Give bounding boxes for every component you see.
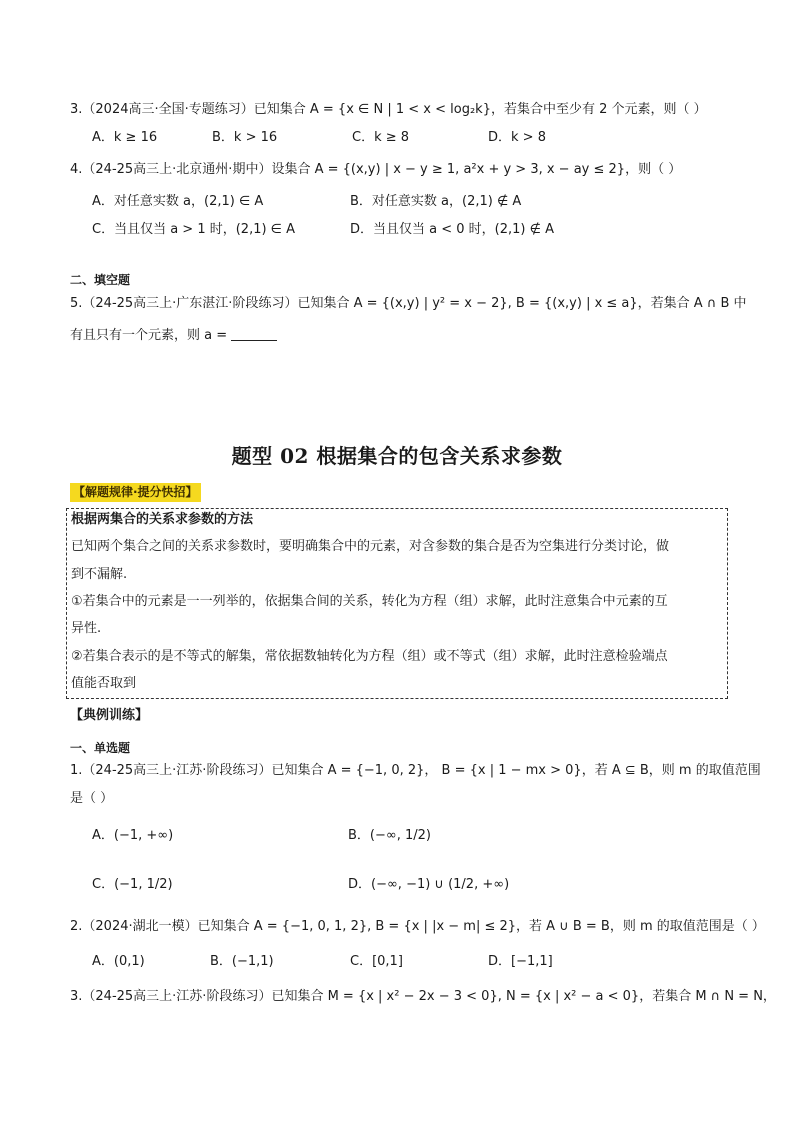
q5-line2-text: 有且只有一个元素，则 a = — [70, 328, 228, 343]
section-single-heading: 一、单选题 — [70, 741, 131, 755]
q4-top-stem: 4.（24-25高三上·北京通州·期中）设集合 A = {(x,y) | x − y ≥ 1, a²x + y > 3, x − ay ≤ 2}，则（ ） — [70, 162, 682, 177]
q4-top-option-b: B．对任意实数 a，(2,1) ∉ A — [350, 194, 522, 209]
q3-top-stem: 3.（2024高三·全国·专题练习）已知集合 A = {x ∈ N | 1 < x < log₂k}，若集合中至少有 2 个元素，则（ ） — [70, 102, 707, 117]
q3-stem: 3.（24-25高三上·江苏·阶段练习）已知集合 M = {x | x² − 2x − 3 < 0}, N = {x | x² − a < 0}，若集合 M ∩ N = N， — [70, 989, 776, 1004]
q4-top-option-a: A．对任意实数 a，(2,1) ∈ A — [92, 194, 264, 209]
section-title: 题型 02 根据集合的包含关系求参数 — [231, 444, 563, 468]
tips-line: 值能否取到 — [71, 676, 137, 691]
q1-option-a: A．(−1, +∞) — [92, 828, 174, 843]
q3-top-option-d: D．k > 8 — [488, 130, 546, 145]
q2-stem: 2.（2024·湖北一模）已知集合 A = {−1, 0, 1, 2}, B = {x | |x − m| ≤ 2}，若 A ∪ B = B，则 m 的取值范围是（ ） — [70, 919, 765, 934]
q2-option-d: D．[−1,1] — [488, 954, 553, 969]
q3-top-option-a: A．k ≥ 16 — [92, 130, 158, 145]
q1-option-c: C．(−1, 1/2) — [92, 877, 173, 892]
tips-line: 异性. — [71, 621, 102, 636]
examples-tag: 【典例训练】 — [70, 708, 149, 723]
tips-box — [66, 508, 728, 699]
q1-option-d: D．(−∞, −1) ∪ (1/2, +∞) — [348, 877, 510, 892]
q2-option-c: C．[0,1] — [350, 954, 403, 969]
q2-option-a: A．(0,1) — [92, 954, 145, 969]
tips-line: 到不漏解. — [71, 567, 128, 582]
tips-line: 已知两个集合之间的关系求参数时，要明确集合中的元素，对含参数的集合是否为空集进行分类讨论，做 — [71, 539, 670, 554]
q5-line1: 5.（24-25高三上·广东湛江·阶段练习）已知集合 A = {(x,y) | y² = x − 2}, B = {(x,y) | x ≤ a}，若集合 A ∩ B 中 — [70, 296, 747, 311]
q2-option-b: B．(−1,1) — [210, 954, 274, 969]
q3-top-option-b: B．k > 16 — [212, 130, 278, 145]
q4-top-option-c: C．当且仅当 a > 1 时，(2,1) ∈ A — [92, 222, 296, 237]
tips-heading: 根据两集合的关系求参数的方法 — [71, 512, 254, 527]
q1-line2: 是（ ） — [70, 791, 114, 806]
q4-top-option-d: D．当且仅当 a < 0 时，(2,1) ∉ A — [350, 222, 554, 237]
tips-line: ②若集合表示的是不等式的解集，常依据数轴转化为方程（组）或不等式（组）求解，此时注意检验端点 — [71, 649, 668, 664]
q5-answer-blank — [231, 327, 277, 341]
q3-top-option-c: C．k ≥ 8 — [352, 130, 410, 145]
tips-line: ①若集合中的元素是一一列举的，依据集合间的关系，转化为方程（组）求解，此时注意集合中元素的互 — [71, 594, 668, 609]
q1-option-b: B．(−∞, 1/2) — [348, 828, 431, 843]
section-fill-heading: 二、填空题 — [70, 273, 131, 287]
q1-line1: 1.（24-25高三上·江苏·阶段练习）已知集合 A = {−1, 0, 2}， B = {x | 1 − mx > 0}，若 A ⊆ B，则 m 的取值范围 — [70, 763, 761, 778]
tips-tag: 【解题规律·提分快招】 — [70, 483, 201, 502]
q5-line2 — [70, 327, 277, 345]
